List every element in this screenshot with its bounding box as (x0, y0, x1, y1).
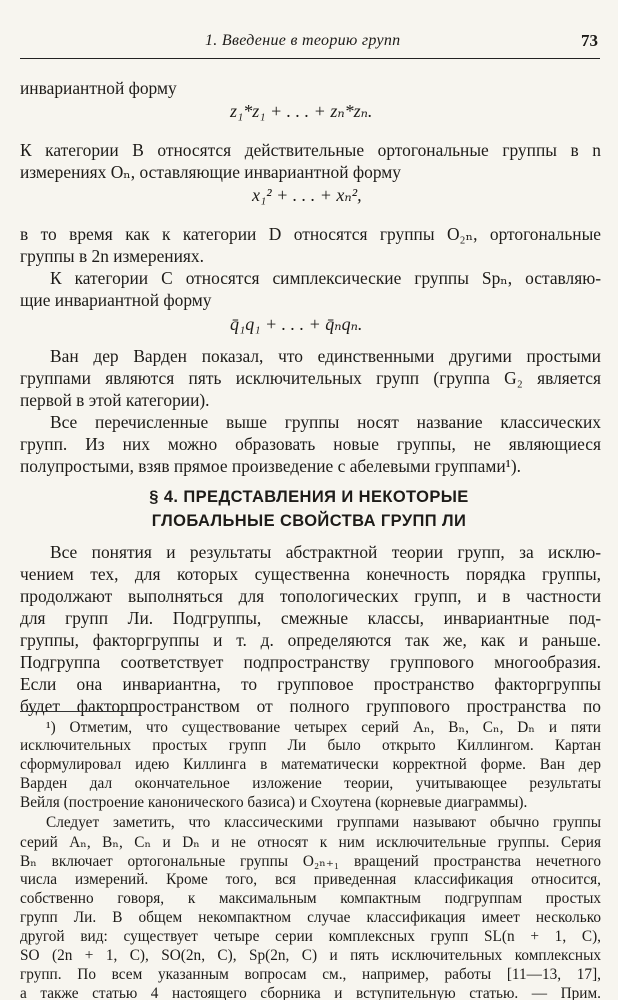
body-line: К категории C относятся симплексические группы Spₙ, оставляю- (50, 268, 601, 288)
body-line: полупростыми, взяв прямое произведение с абелевыми группами¹). (20, 456, 521, 476)
body-line: в то время как к категории D относятся группы O₂ₙ, ортогональные (20, 224, 601, 244)
body-line: К категории B относятся действительные ортогональные группы в n (20, 140, 601, 160)
body-line: группами являются пять исключительных групп (группа G₂ является (20, 368, 601, 388)
section-line: Подгруппа соответствует подпространству группового многообразия. (20, 652, 601, 672)
formula-hermitian-form: z₁*z₁ + . . . + zₙ*zₙ. (230, 101, 373, 121)
footnote-line: сформулировал идею Киллинга в математически корректной форме. Ван дер (20, 756, 601, 773)
footnote-line: исключительных простых групп Ли было открыто Киллингом. Картан (20, 737, 601, 754)
body-line: Все перечисленные выше группы носят название классических (50, 412, 601, 432)
section-line: чением тех, для которых существенна конечность порядка группы, (20, 564, 601, 584)
body-line: измерениях Oₙ, оставляющие инвариантной форму (20, 162, 401, 182)
section-line: группы, факторгруппы и т. д. определяются так же, как и раньше. (20, 630, 601, 650)
footnote-line: ¹) Отметим, что существование четырех серий Aₙ, Bₙ, Cₙ, Dₙ и пяти (46, 719, 601, 736)
footnote-line: Следует заметить, что классическими группами называют обычно группы (46, 814, 601, 831)
body-line: щие инвариантной форму (20, 290, 212, 310)
section-line: продолжают выполняться для топологических групп, и в частности (20, 586, 601, 606)
formula-quadratic-form: x₁² + . . . + xₙ², (252, 185, 362, 205)
body-line: группы в 2n измерениях. (20, 246, 204, 266)
body-line: первой в этой категории). (20, 390, 210, 410)
footnote-line: Bₙ включает ортогональные группы O₂ₙ₊₁ вращений пространства нечетного (20, 853, 601, 870)
footnote-line: групп. По всем указанным вопросам см., например, работы [11—13, 17], (20, 966, 601, 983)
footnote-line: а также статью 4 настоящего сборника и вступительную статью. — Прим. (20, 985, 601, 1000)
footnote-rule (20, 711, 140, 712)
footnote-line: числа измерений. Кроме того, вся приведенная классификация относится, (20, 871, 601, 888)
body-line: Ван дер Варден показал, что единственными другими простыми (50, 346, 601, 366)
footnote-line: собственно говоря, к максимальным компактным подгруппам простых (20, 890, 601, 907)
footnote-line: другой вид: существует четыре серии комплексных групп SL(n + 1, C), (20, 928, 601, 945)
section-heading-line2: ГЛОБАЛЬНЫЕ СВОЙСТВА ГРУПП ЛИ (151, 512, 467, 530)
footnote-line: Варден дал окончательное изложение теории, учитывающее результаты (20, 775, 601, 792)
footnote-line: SO (2n + 1, C), SO(2n, C), Sp(2n, C) и пять исключительных комплексных (20, 947, 601, 964)
page-number: 73 (581, 31, 598, 50)
formula-symplectic-form: q̄₁q₁ + . . . + q̄ₙqₙ. (230, 314, 363, 334)
section-line: для групп Ли. Подгруппы, смежные классы, инвариантные под- (20, 608, 601, 628)
body-line: групп. Из них можно образовать новые группы, не являющиеся (20, 434, 601, 454)
section-heading-line1: § 4. ПРЕДСТАВЛЕНИЯ И НЕКОТОРЫЕ (149, 488, 469, 506)
running-title: 1. Введение в теорию групп (205, 32, 401, 49)
section-line: Все понятия и результаты абстрактной теории групп, за исклю- (50, 542, 601, 562)
body-line: инвариантной форму (20, 78, 177, 98)
footnote-line: Вейля (построение канонического базиса) и Схоутена (корневые диаграммы). (20, 794, 528, 811)
page-header (20, 28, 600, 59)
section-line: Если она инвариантна, то групповое пространство факторгруппы (20, 674, 601, 694)
footnote-line: групп Ли. В общем некомпактном случае классификация имеет несколько (20, 909, 601, 926)
footnote-line: серий Aₙ, Bₙ, Cₙ и Dₙ и не относят к ним исключительные группы. Серия (20, 834, 601, 851)
section-line: будет факторпространством от полного группового пространства по (20, 696, 601, 716)
